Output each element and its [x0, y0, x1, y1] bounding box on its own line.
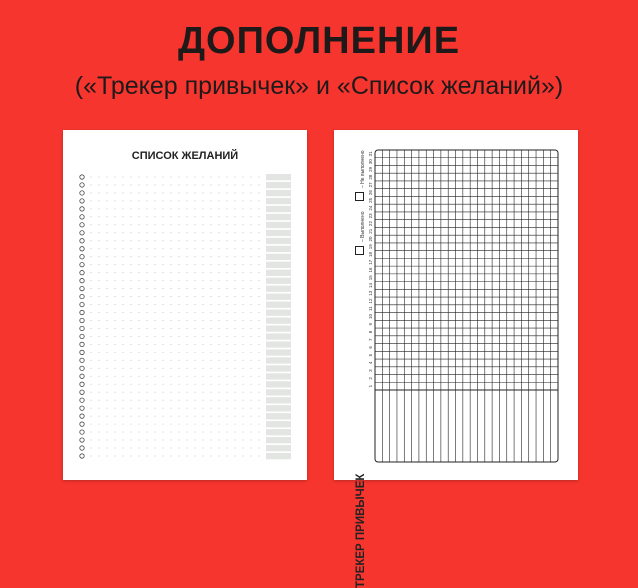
wishlist-item-checkbox [80, 342, 84, 346]
wishlist-item-box [266, 302, 291, 308]
wishlist-item-checkbox [80, 199, 84, 203]
wishlist-item-dots [90, 424, 259, 425]
wishlist-item-checkbox [80, 334, 84, 338]
tracker-day-label: 17 [368, 259, 374, 265]
tracker-day-label: 11 [368, 306, 374, 312]
wishlist-item-box [266, 190, 291, 196]
page-title: ДОПОЛНЕНИЕ [177, 20, 461, 62]
wishlist-item-checkbox [80, 454, 84, 458]
wishlist-item-dots [90, 280, 259, 281]
tracker-day-label: 27 [368, 182, 374, 188]
tracker-day-label: 1 [368, 384, 374, 388]
wishlist-item-dots [90, 344, 259, 345]
wishlist-item-box [266, 222, 291, 228]
wishlist-item-dots [90, 408, 259, 409]
wishlist-item-box [266, 413, 291, 419]
wishlist-item-dots [90, 400, 259, 401]
wishlist-item-dots [90, 440, 259, 441]
tracker-day-label: 16 [368, 267, 374, 273]
wishlist-item-checkbox [80, 231, 84, 235]
wishlist-item-dots [90, 392, 259, 393]
wishlist-item-dots [90, 176, 259, 177]
tracker-day-label: 25 [368, 197, 374, 203]
tracker-day-label: 4 [368, 361, 374, 365]
wishlist-item-checkbox [80, 398, 84, 402]
wishlist-item-dots [90, 368, 259, 369]
wishlist-item-dots [90, 192, 259, 193]
tracker-day-label: 3 [368, 369, 374, 372]
tracker-day-label: 12 [368, 298, 374, 304]
wishlist-item-box [266, 365, 291, 371]
wishlist-item-dots [90, 416, 259, 417]
tracker-day-label: 6 [368, 346, 374, 349]
tracker-day-label: 9 [368, 322, 374, 326]
wishlist-item-checkbox [80, 406, 84, 410]
wishlist-item-checkbox [80, 239, 84, 243]
wishlist-item-box [266, 325, 291, 331]
wishlist-item-box [266, 238, 291, 244]
wishlist-item-box [266, 405, 291, 411]
tracker-day-label: 29 [368, 166, 374, 172]
wishlist-item-checkbox [80, 215, 84, 219]
wishlist-item-checkbox [80, 414, 84, 418]
wishlist-item-dots [90, 455, 259, 456]
tracker-day-label: 5 [368, 353, 374, 357]
wishlist-item-box [266, 381, 291, 387]
wishlist-item-checkbox [80, 255, 84, 259]
wishlist-item-box [266, 246, 291, 252]
wishlist-item-dots [90, 184, 259, 185]
wishlist-item-dots [90, 232, 259, 233]
wishlist-item-checkbox [80, 286, 84, 290]
wishlist-item-checkbox [80, 422, 84, 426]
wishlist-item-box [266, 198, 291, 204]
legend-not-done-checkbox [355, 192, 364, 201]
wishlist-item-dots [90, 447, 259, 448]
wishlist-item-box [266, 310, 291, 316]
wishlist-item-checkbox [80, 302, 84, 306]
wishlist-item-checkbox [80, 294, 84, 298]
wishlist-item-box [266, 437, 291, 443]
wishlist-item-box [266, 341, 291, 347]
wishlist-item-dots [90, 256, 259, 257]
wishlist-item-box [266, 278, 291, 284]
tracker-day-label: 19 [368, 244, 374, 250]
tracker-day-label: 14 [368, 282, 374, 288]
wishlist-item-checkbox [80, 207, 84, 211]
wishlist-item-dots [90, 224, 259, 225]
wishlist-item-checkbox [80, 191, 84, 195]
wishlist-item-box [266, 389, 291, 395]
wishlist-sheet [63, 130, 307, 480]
wishlist-item-checkbox [80, 326, 84, 330]
tracker-day-label: 24 [368, 205, 374, 211]
tracker-day-label: 8 [368, 330, 374, 334]
wishlist-item-box [266, 262, 291, 268]
wishlist-item-dots [90, 288, 259, 289]
wishlist-item-checkbox [80, 262, 84, 266]
wishlist-item-dots [90, 272, 259, 273]
wishlist-item-box [266, 317, 291, 323]
wishlist-item-box [266, 230, 291, 236]
wishlist-item-box [266, 254, 291, 260]
wishlist-item-dots [90, 264, 259, 265]
wishlist-item-dots [90, 304, 259, 305]
wishlist-item-box [266, 286, 291, 292]
tracker-day-label: 10 [368, 313, 374, 319]
wishlist-item-checkbox [80, 270, 84, 274]
wishlist-item-box [266, 453, 291, 459]
wishlist-item-dots [90, 384, 259, 385]
legend-not-done-label: – Не выполнено [360, 150, 366, 188]
habit-tracker-sheet [334, 130, 578, 588]
wishlist-item-box [266, 357, 291, 363]
wishlist-item-dots [90, 432, 259, 433]
wishlist-item-checkbox [80, 350, 84, 354]
wishlist-item-checkbox [80, 382, 84, 386]
wishlist-item-box [266, 373, 291, 379]
wishlist-item-checkbox [80, 366, 84, 370]
wishlist-item-dots [90, 320, 259, 321]
wishlist-item-checkbox [80, 438, 84, 442]
wishlist-item-checkbox [80, 278, 84, 282]
legend-done-label: – Выполнено [360, 211, 366, 242]
wishlist-item-checkbox [80, 446, 84, 450]
wishlist-item-dots [90, 376, 259, 377]
tracker-day-label: 20 [368, 236, 374, 242]
wishlist-item-box [266, 270, 291, 276]
wishlist-item-box [266, 214, 291, 220]
tracker-day-label: 18 [368, 252, 374, 258]
wishlist-item-dots [90, 352, 259, 353]
wishlist-item-box [266, 206, 291, 212]
habit-tracker-grid [334, 130, 578, 480]
wishlist-item-dots [90, 312, 259, 313]
wishlist-item-checkbox [80, 318, 84, 322]
wishlist-item-checkbox [80, 390, 84, 394]
wishlist-item-checkbox [80, 175, 84, 179]
wishlist-item-dots [90, 336, 259, 337]
wishlist-item-checkbox [80, 223, 84, 227]
tracker-day-label: 26 [368, 190, 374, 196]
tracker-day-label: 31 [368, 151, 374, 157]
tracker-day-label: 15 [368, 275, 374, 281]
habit-tracker-title: ТРЕКЕР ПРИВЫЧЕК [355, 473, 367, 588]
tracker-day-label: 21 [368, 228, 374, 234]
wishlist-item-dots [90, 240, 259, 241]
wishlist-item-dots [90, 328, 259, 329]
wishlist-item-dots [90, 216, 259, 217]
wishlist-grid [63, 130, 307, 480]
page-subtitle: («Трекер привычек» и «Список желаний») [74, 72, 564, 100]
wishlist-item-box [266, 349, 291, 355]
tracker-day-label: 23 [368, 213, 374, 219]
tracker-grid-border [375, 150, 558, 462]
wishlist-item-checkbox [80, 358, 84, 362]
wishlist-item-dots [90, 208, 259, 209]
tracker-day-label: 22 [368, 221, 374, 227]
legend-done-checkbox [355, 246, 364, 255]
wishlist-item-box [266, 429, 291, 435]
wishlist-item-box [266, 294, 291, 300]
wishlist-item-checkbox [80, 310, 84, 314]
wishlist-item-dots [90, 200, 259, 201]
wishlist-item-box [266, 333, 291, 339]
wishlist-item-dots [90, 296, 259, 297]
tracker-day-label: 30 [368, 159, 374, 165]
tracker-day-label: 13 [368, 290, 374, 296]
wishlist-item-checkbox [80, 430, 84, 434]
wishlist-item-dots [90, 360, 259, 361]
wishlist-item-checkbox [80, 247, 84, 251]
wishlist-item-box [266, 174, 291, 180]
wishlist-item-checkbox [80, 374, 84, 378]
tracker-day-label: 7 [368, 338, 374, 341]
wishlist-item-box [266, 397, 291, 403]
tracker-day-label: 28 [368, 174, 374, 180]
tracker-day-label: 2 [368, 377, 374, 380]
wishlist-item-checkbox [80, 183, 84, 187]
wishlist-item-box [266, 421, 291, 427]
wishlist-title: СПИСОК ЖЕЛАНИЙ [131, 150, 239, 162]
wishlist-item-dots [90, 248, 259, 249]
wishlist-item-box [266, 445, 291, 451]
wishlist-item-box [266, 182, 291, 188]
